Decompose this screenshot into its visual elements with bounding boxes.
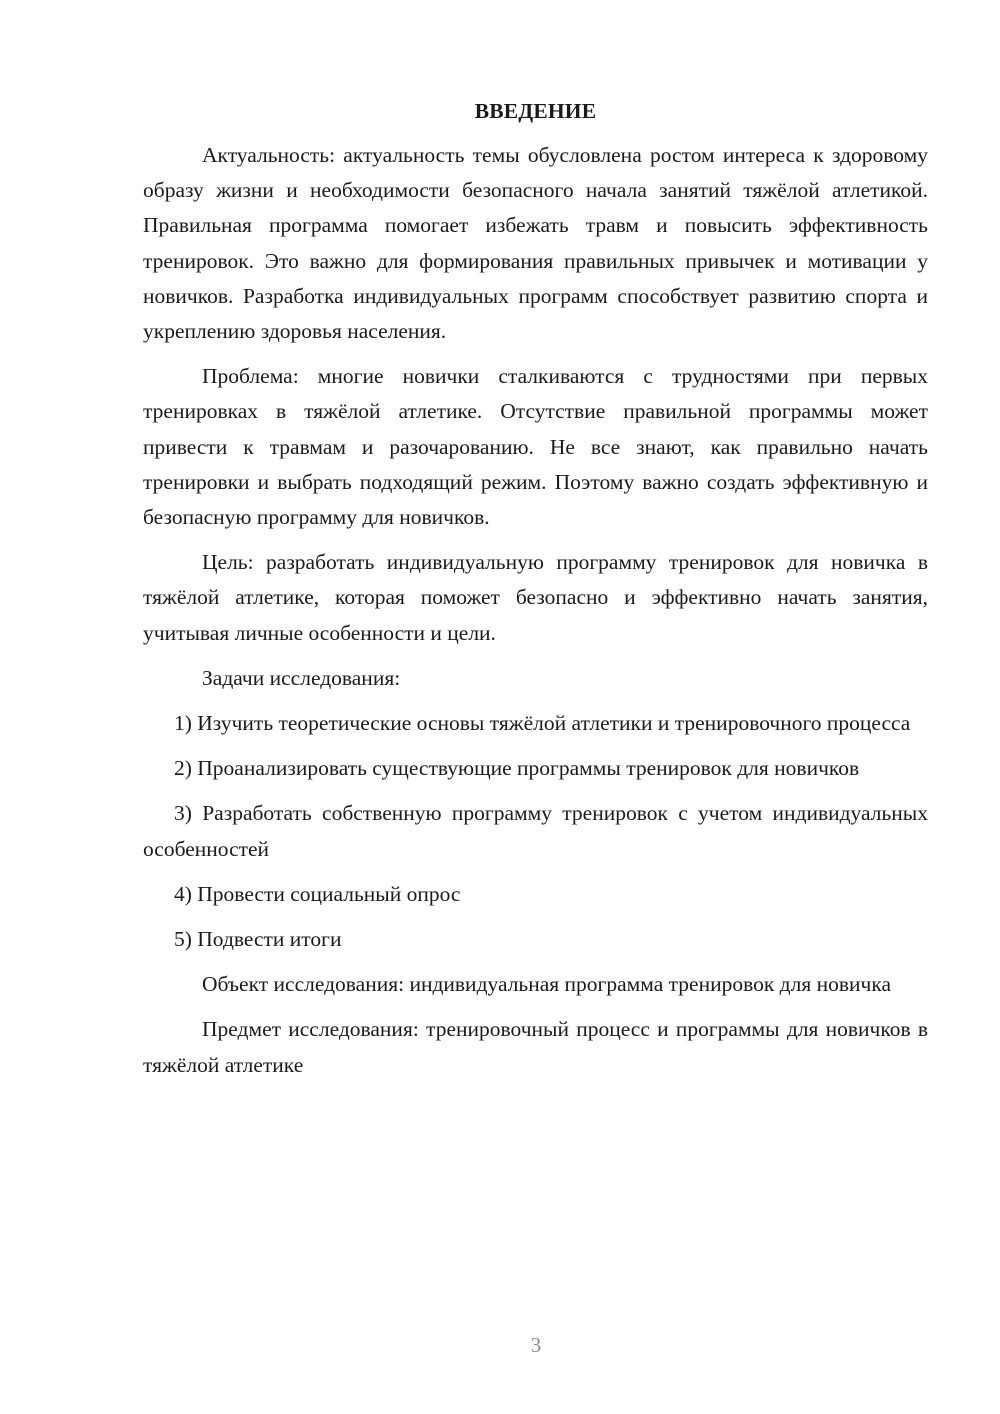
goal-paragraph: Цель: разработать индивидуальную программу тренировок для новичка в тяжёлой атлетике, которая поможет безопасно и эффективно начать занятия, учитывая личные особенности и цели. <box>143 550 928 645</box>
tasks-heading: Задачи исследования: <box>202 665 401 690</box>
document-page <box>143 96 928 1093</box>
relevance-paragraph: Актуальность: актуальность темы обусловлена ростом интереса к здоровому образу жизни и необходимости безопасного начала занятий тяжёлой атлетикой. Правильная программа помогает избежать травм и повысить эффективность тренировок. Это важно для формирования правильных привычек и мотивации у новичков. Разработка индивидуальных программ способствует развитию спорта и укреплению здоровья населения. <box>143 143 928 344</box>
task-item-5: 5) Подвести итоги <box>174 927 342 952</box>
task-item-4: 4) Провести социальный опрос <box>174 881 461 906</box>
object-paragraph: Объект исследования: индивидуальная программа тренировок для новичка <box>202 972 892 997</box>
task-item-1: 1) Изучить теоретические основы тяжёлой атлетики и тренировочного процесса <box>174 711 911 736</box>
subject-paragraph: Предмет исследования: тренировочный процесс и программы для новичков в тяжёлой атлетике <box>143 1017 928 1077</box>
page-number: 3 <box>530 1333 542 1357</box>
task-item-2: 2) Проанализировать существующие программы тренировок для новичков <box>174 756 860 781</box>
section-heading: ВВЕДЕНИЕ <box>474 99 597 123</box>
problem-paragraph: Проблема: многие новички сталкиваются с трудностями при первых тренировках в тяжёлой атлетике. Отсутствие правильной программы может привести к травмам и разочарованию. Не все знают, как правильно начать тренировки и выбрать подходящий режим. Поэтому важно создать эффективную и безопасную программу для новичков. <box>143 364 928 530</box>
task-item-3: 3) Разработать собственную программу тренировок с учетом индивидуальных особенностей <box>143 801 928 861</box>
